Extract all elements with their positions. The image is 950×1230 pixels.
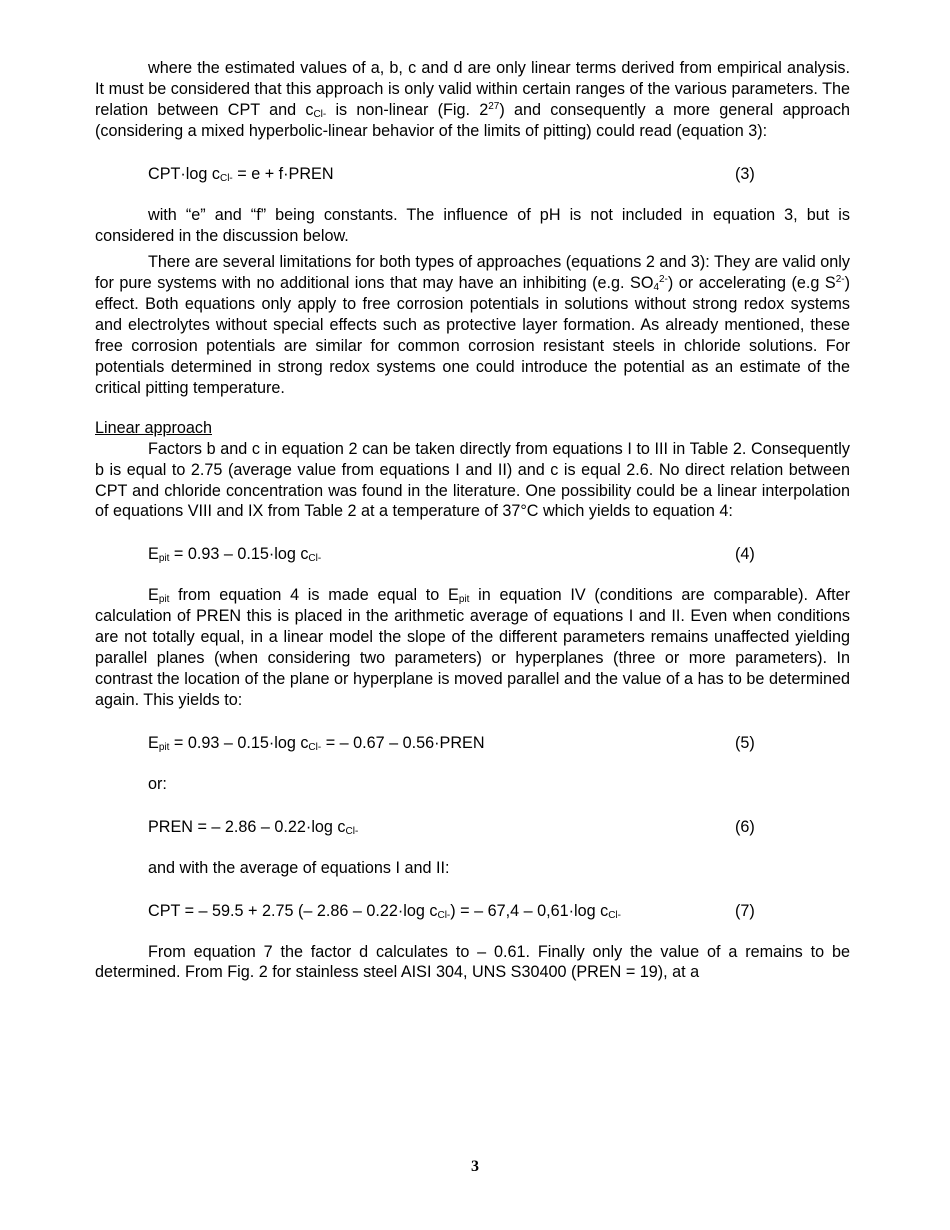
equation-number: (7) (735, 901, 755, 920)
section-heading: Linear approach (95, 418, 212, 437)
equation-number: (5) (735, 733, 755, 752)
paragraph-4: Factors b and c in equation 2 can be taken directly from equations I to III in Table 2. Consequently b is equal to 2.75 (average value from equations I and II) and c is equal 2.6. No direct relation between CPT and chloride concentration was found in the literature. One possibility could be a linear interpolation of equations VIII and IX from Table 2 at a temperature of 37°C which yields to equation 4: (95, 439, 850, 521)
equation-6: PREN = – 2.86 – 0.22·log $c_{Cl-}$ (6) (148, 817, 755, 837)
equation-3: CPT·log $c_{Cl-} = e$ + f·PREN (3) (148, 164, 755, 184)
document-body (95, 58, 850, 983)
equation-7: CPT = – 59.5 + 2.75 (– 2.86 – 0.22·log $c_{Cl-}$) = – 67,4 – 0,61·log $c_{Cl-}$ (7) (148, 901, 755, 921)
equation-4: $E_{pit} = 0.93 - 0.15\cdot\log$ $c_{Cl-}$ (4) (148, 545, 755, 565)
paragraph-6: From equation 7 the factor d calculates to – 0.61. Finally only the value of a remains to be determined. From Fig. 2 for stainless steel AISI 304, UNS S30400 (PREN = 19), at a (95, 942, 850, 982)
paragraph-3: There are several limitations for both types of approaches (equations 2 and 3): They are valid only for pure systems with no additional ions that may have an inhibiting (e.g. $SO_4^{2-}$) or accelerating (e.g $S^{2-}$) effect. Both equations only apply to free corrosion potentials in solutions without strong redox systems and electrolytes without special effects such as protective layer formation. As already mentioned, these free corrosion potentials are similar for common corrosion resistant steels in chloride solutions. For potentials determined in strong redox systems one could introduce the potential as an estimate of the critical pitting temperature. (95, 253, 850, 397)
page-number: 3 (471, 1158, 479, 1175)
equation-number: (3) (735, 164, 755, 183)
average-text: and with the average of equations I and II: (148, 858, 450, 877)
equation-number: (4) (735, 545, 755, 564)
paragraph-1: where the estimated values of a, b, c and d are only linear terms derived from empirical analysis. It must be considered that this approach is only valid within certain ranges of the various parameters. The relation between CPT and $c_{Cl-}$ is non-linear (Fig. $2^{27}$) and consequently a more general approach (considering a mixed hyperbolic-linear behavior of the limits of pitting) could read (equation 3): (95, 59, 850, 140)
paragraph-2: with “e” and “f” being constants. The influence of pH is not included in equation 3, but is considered in the discussion below. (95, 205, 850, 245)
paragraph-5: $E_{pit}$ from equation 4 is made equal to $E_{pit}$ in equation IV (conditions are comparable). After calculation of PREN this is placed in the arithmetic average of equations I and II. Even when conditions are not totally equal, in a linear model the slope of the different parameters remains unaffected yielding parallel planes (when considering two parameters) or hyperplanes (three or more parameters). In contrast the location of the plane or hyperplane is moved parallel and the value of a has to be determined again. This yields to: (95, 586, 850, 709)
or-text: or: (148, 774, 167, 793)
equation-5: $E_{pit} = 0.93 - 0.15\cdot\log$ $c_{Cl-}$ = – 0.67 – 0.56·PREN (5) (148, 733, 755, 753)
equation-number: (6) (735, 817, 755, 836)
